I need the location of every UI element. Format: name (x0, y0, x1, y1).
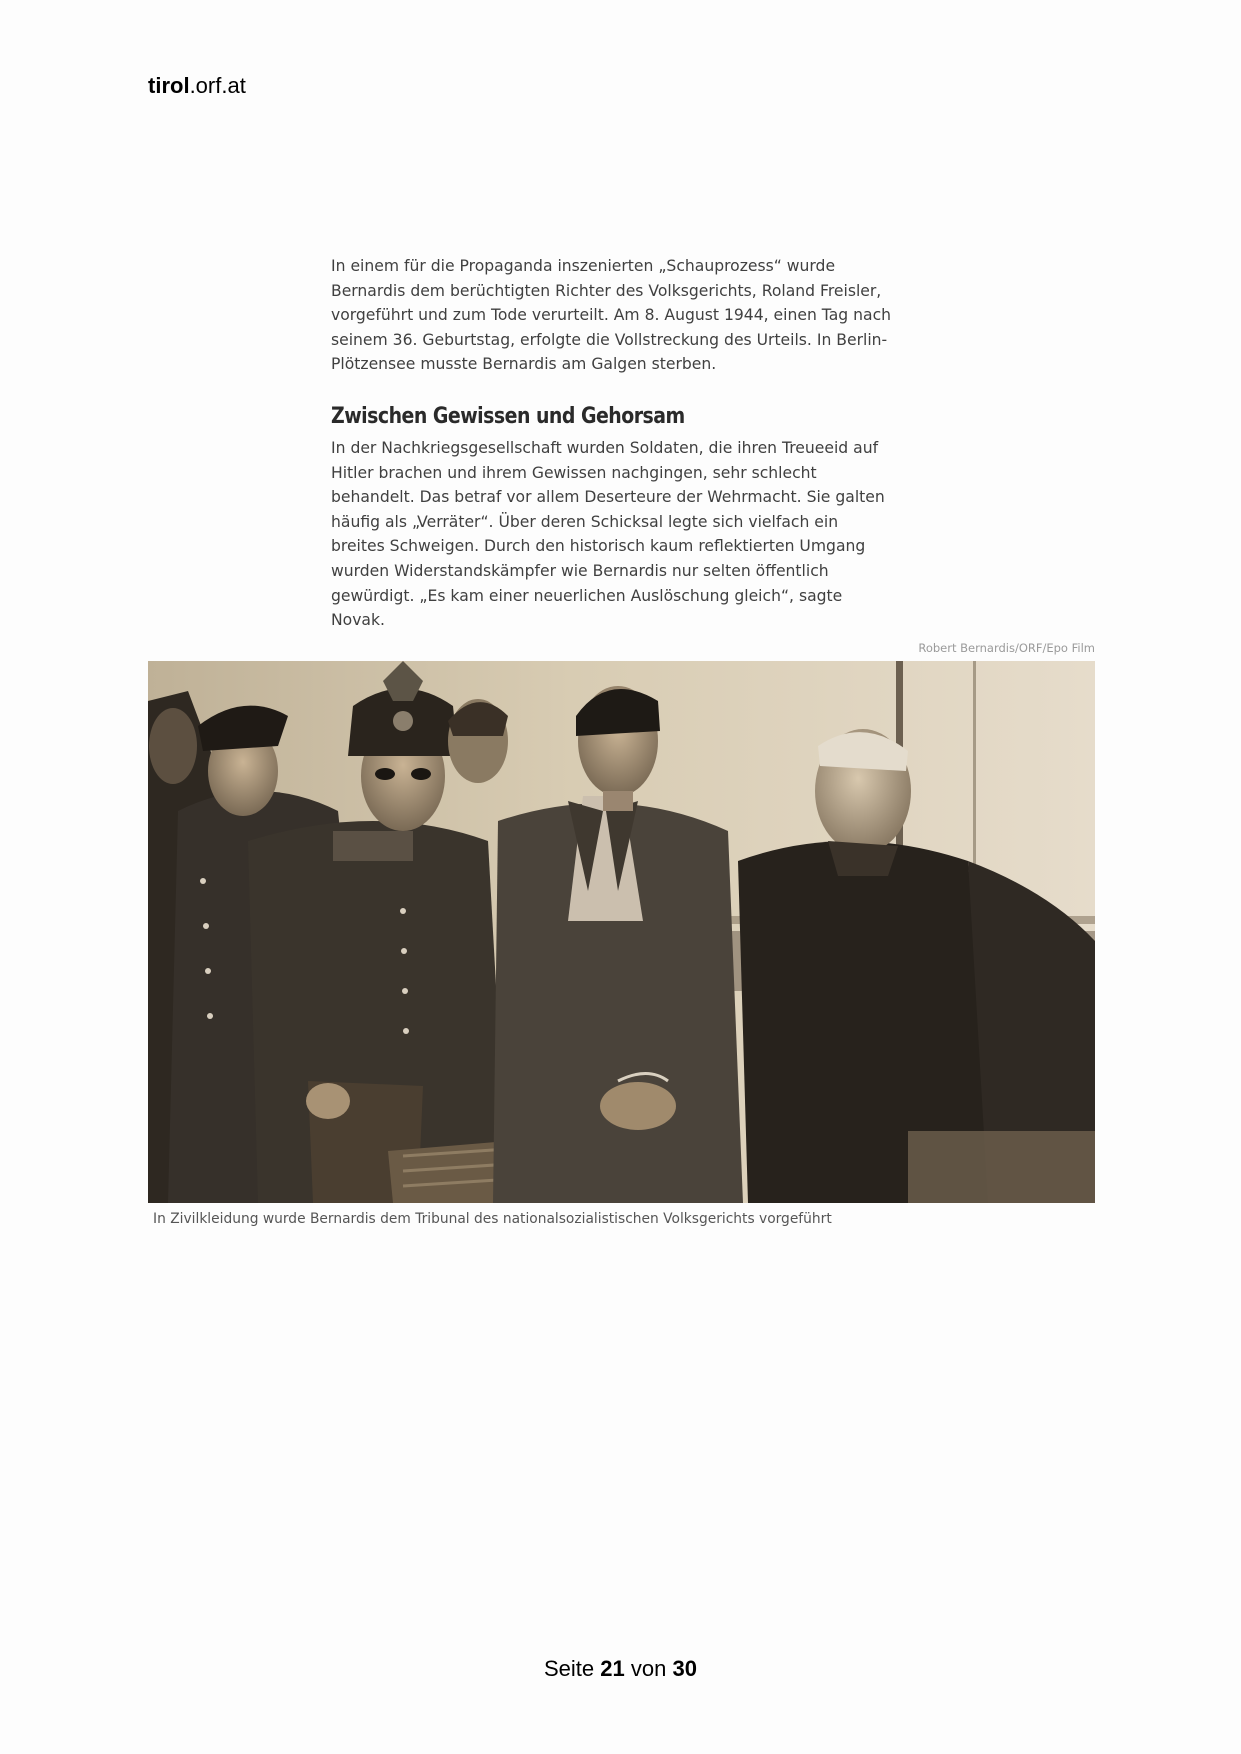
article-body (331, 254, 911, 633)
paragraph-line: Plötzensee musste Bernardis am Galgen sterben. (331, 355, 717, 374)
total-pages-number: 30 (672, 1656, 697, 1681)
page-label: Seite (544, 1656, 595, 1681)
site-name-domain: .orf.at (189, 73, 246, 98)
paragraph-line: Hitler brachen und ihrem Gewissen nachgingen, sehr schlecht (331, 463, 817, 482)
courtroom-photo (148, 661, 1095, 1203)
paragraph-line: In der Nachkriegsgesellschaft wurden Soldaten, die ihren Treueeid auf (331, 438, 879, 457)
page-footer (0, 1656, 1241, 1682)
article-paragraph-1 (331, 254, 911, 377)
paragraph-line: häufig als „Verräter“. Über deren Schicksal legte sich vielfach ein (331, 512, 839, 531)
page-separator: von (630, 1656, 667, 1681)
paragraph-line: breites Schweigen. Durch den historisch kaum reflektierten Umgang (331, 537, 866, 556)
paragraph-line: In einem für die Propaganda inszenierten „Schauprozess“ wurde (331, 257, 836, 275)
photo-caption: In Zivilkleidung wurde Bernardis dem Tribunal des nationalsozialistischen Volksgerichts vorgeführt (153, 1211, 832, 1227)
courtroom-photo-illustration (148, 661, 1095, 1203)
paragraph-line: Novak. (331, 611, 385, 630)
paragraph-line: behandelt. Das betraf vor allem Deserteure der Wehrmacht. Sie galten (331, 488, 885, 507)
paragraph-line: gewürdigt. „Es kam einer neuerlichen Auslöschung gleich“, sagte (331, 586, 843, 605)
article-subheading: Zwischen Gewissen und Gehorsam (331, 403, 685, 429)
current-page-number: 21 (600, 1656, 625, 1681)
site-header (148, 73, 246, 99)
article-paragraph-2 (331, 436, 911, 633)
paragraph-line: seinem 36. Geburtstag, erfolgte die Vollstreckung des Urteils. In Berlin- (331, 330, 888, 349)
photo-credit: Robert Bernardis/ORF/Epo Film (918, 641, 1095, 655)
site-name-bold: tirol (148, 73, 190, 98)
paragraph-line: Bernardis dem berüchtigten Richter des Volksgerichts, Roland Freisler, (331, 281, 882, 300)
paragraph-line: vorgeführt und zum Tode verurteilt. Am 8. August 1944, einen Tag nach (331, 306, 892, 325)
paragraph-line: wurden Widerstandskämpfer wie Bernardis nur selten öffentlich (331, 561, 829, 580)
